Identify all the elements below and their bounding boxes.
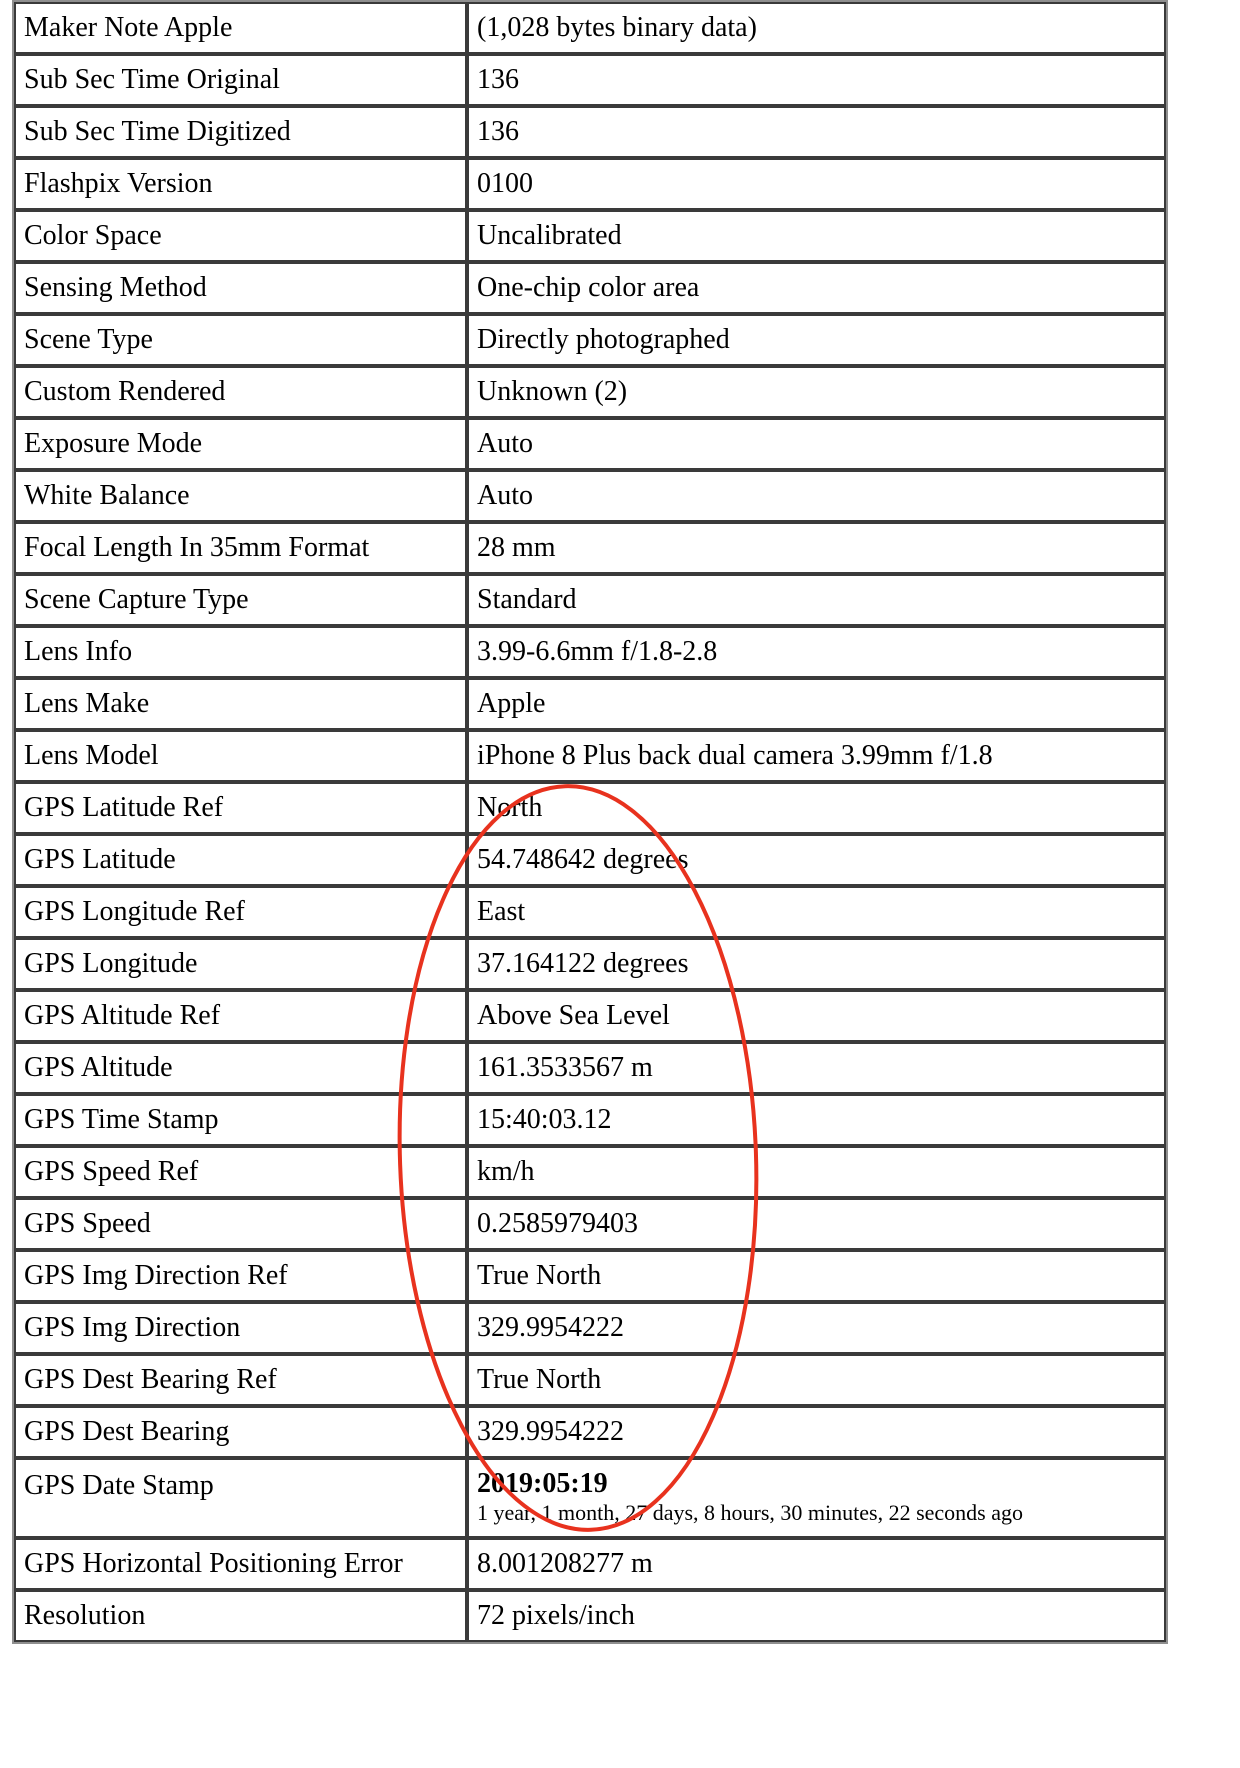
row-value: 8.001208277 m bbox=[467, 1538, 1166, 1590]
row-value: Standard bbox=[467, 574, 1166, 626]
row-label: GPS Speed bbox=[14, 1198, 467, 1250]
row-label: Custom Rendered bbox=[14, 366, 467, 418]
table-row bbox=[14, 106, 1166, 158]
row-value: Auto bbox=[467, 470, 1166, 522]
row-value: 136 bbox=[467, 106, 1166, 158]
row-value bbox=[467, 1458, 1166, 1538]
row-value: 72 pixels/inch bbox=[467, 1590, 1166, 1642]
table-row bbox=[14, 730, 1166, 782]
row-label: GPS Latitude bbox=[14, 834, 467, 886]
table-row bbox=[14, 2, 1166, 54]
table-row bbox=[14, 366, 1166, 418]
row-label: Resolution bbox=[14, 1590, 467, 1642]
table-row bbox=[14, 1590, 1166, 1642]
row-label: GPS Img Direction Ref bbox=[14, 1250, 467, 1302]
table-row bbox=[14, 1146, 1166, 1198]
row-value: North bbox=[467, 782, 1166, 834]
row-label: Focal Length In 35mm Format bbox=[14, 522, 467, 574]
row-value: Unknown (2) bbox=[467, 366, 1166, 418]
row-label: GPS Altitude bbox=[14, 1042, 467, 1094]
row-value: 0100 bbox=[467, 158, 1166, 210]
row-label: GPS Img Direction bbox=[14, 1302, 467, 1354]
row-value: True North bbox=[467, 1250, 1166, 1302]
row-label: GPS Time Stamp bbox=[14, 1094, 467, 1146]
table-row bbox=[14, 210, 1166, 262]
row-label: GPS Dest Bearing Ref bbox=[14, 1354, 467, 1406]
table-row bbox=[14, 470, 1166, 522]
row-value: Directly photographed bbox=[467, 314, 1166, 366]
row-value: One-chip color area bbox=[467, 262, 1166, 314]
table-row bbox=[14, 626, 1166, 678]
row-value: 136 bbox=[467, 54, 1166, 106]
row-value: Apple bbox=[467, 678, 1166, 730]
row-label: Lens Info bbox=[14, 626, 467, 678]
row-value: 15:40:03.12 bbox=[467, 1094, 1166, 1146]
table-row bbox=[14, 262, 1166, 314]
exif-metadata-table bbox=[12, 0, 1168, 1644]
table-row bbox=[14, 782, 1166, 834]
row-label: GPS Dest Bearing bbox=[14, 1406, 467, 1458]
row-value: (1,028 bytes binary data) bbox=[467, 2, 1166, 54]
row-label: GPS Longitude Ref bbox=[14, 886, 467, 938]
row-label: Lens Model bbox=[14, 730, 467, 782]
row-value: km/h bbox=[467, 1146, 1166, 1198]
table-row bbox=[14, 1094, 1166, 1146]
table-row bbox=[14, 1042, 1166, 1094]
table-row bbox=[14, 1250, 1166, 1302]
row-value: 329.9954222 bbox=[467, 1406, 1166, 1458]
table-row bbox=[14, 834, 1166, 886]
row-value: 161.3533567 m bbox=[467, 1042, 1166, 1094]
row-label: Scene Type bbox=[14, 314, 467, 366]
row-value: 0.2585979403 bbox=[467, 1198, 1166, 1250]
table-row bbox=[14, 522, 1166, 574]
table-row bbox=[14, 1354, 1166, 1406]
table-row bbox=[14, 1406, 1166, 1458]
table-row bbox=[14, 990, 1166, 1042]
table-row bbox=[14, 1538, 1166, 1590]
row-value: 37.164122 degrees bbox=[467, 938, 1166, 990]
table-row bbox=[14, 1198, 1166, 1250]
row-label: GPS Latitude Ref bbox=[14, 782, 467, 834]
row-label: GPS Date Stamp bbox=[14, 1458, 467, 1538]
row-label: Sub Sec Time Original bbox=[14, 54, 467, 106]
row-label: Sensing Method bbox=[14, 262, 467, 314]
row-label: Scene Capture Type bbox=[14, 574, 467, 626]
gps-date-relative: 1 year, 1 month, 27 days, 8 hours, 30 minutes, 22 seconds ago bbox=[477, 1500, 1023, 1525]
table-row bbox=[14, 1302, 1166, 1354]
row-value: True North bbox=[467, 1354, 1166, 1406]
table-row-gps-date-stamp bbox=[14, 1458, 1166, 1538]
row-label: Lens Make bbox=[14, 678, 467, 730]
row-label: GPS Horizontal Positioning Error bbox=[14, 1538, 467, 1590]
row-label: GPS Longitude bbox=[14, 938, 467, 990]
table-row bbox=[14, 938, 1166, 990]
row-value: East bbox=[467, 886, 1166, 938]
table-row bbox=[14, 678, 1166, 730]
row-value: Uncalibrated bbox=[467, 210, 1166, 262]
row-value: 329.9954222 bbox=[467, 1302, 1166, 1354]
row-value: Above Sea Level bbox=[467, 990, 1166, 1042]
table-row bbox=[14, 314, 1166, 366]
row-label: Maker Note Apple bbox=[14, 2, 467, 54]
row-label: Flashpix Version bbox=[14, 158, 467, 210]
row-label: Exposure Mode bbox=[14, 418, 467, 470]
row-label: Sub Sec Time Digitized bbox=[14, 106, 467, 158]
table-row bbox=[14, 54, 1166, 106]
row-label: GPS Altitude Ref bbox=[14, 990, 467, 1042]
row-label: Color Space bbox=[14, 210, 467, 262]
row-value: Auto bbox=[467, 418, 1166, 470]
table-row bbox=[14, 886, 1166, 938]
table-row bbox=[14, 158, 1166, 210]
row-label: GPS Speed Ref bbox=[14, 1146, 467, 1198]
row-label: White Balance bbox=[14, 470, 467, 522]
row-value: 54.748642 degrees bbox=[467, 834, 1166, 886]
row-value: iPhone 8 Plus back dual camera 3.99mm f/1.8 bbox=[467, 730, 1166, 782]
table-row bbox=[14, 574, 1166, 626]
row-value: 3.99-6.6mm f/1.8-2.8 bbox=[467, 626, 1166, 678]
table-row bbox=[14, 418, 1166, 470]
row-value: 28 mm bbox=[467, 522, 1166, 574]
gps-date-value: 2019:05:19 bbox=[477, 1468, 608, 1499]
exif-table-body bbox=[14, 2, 1166, 1642]
